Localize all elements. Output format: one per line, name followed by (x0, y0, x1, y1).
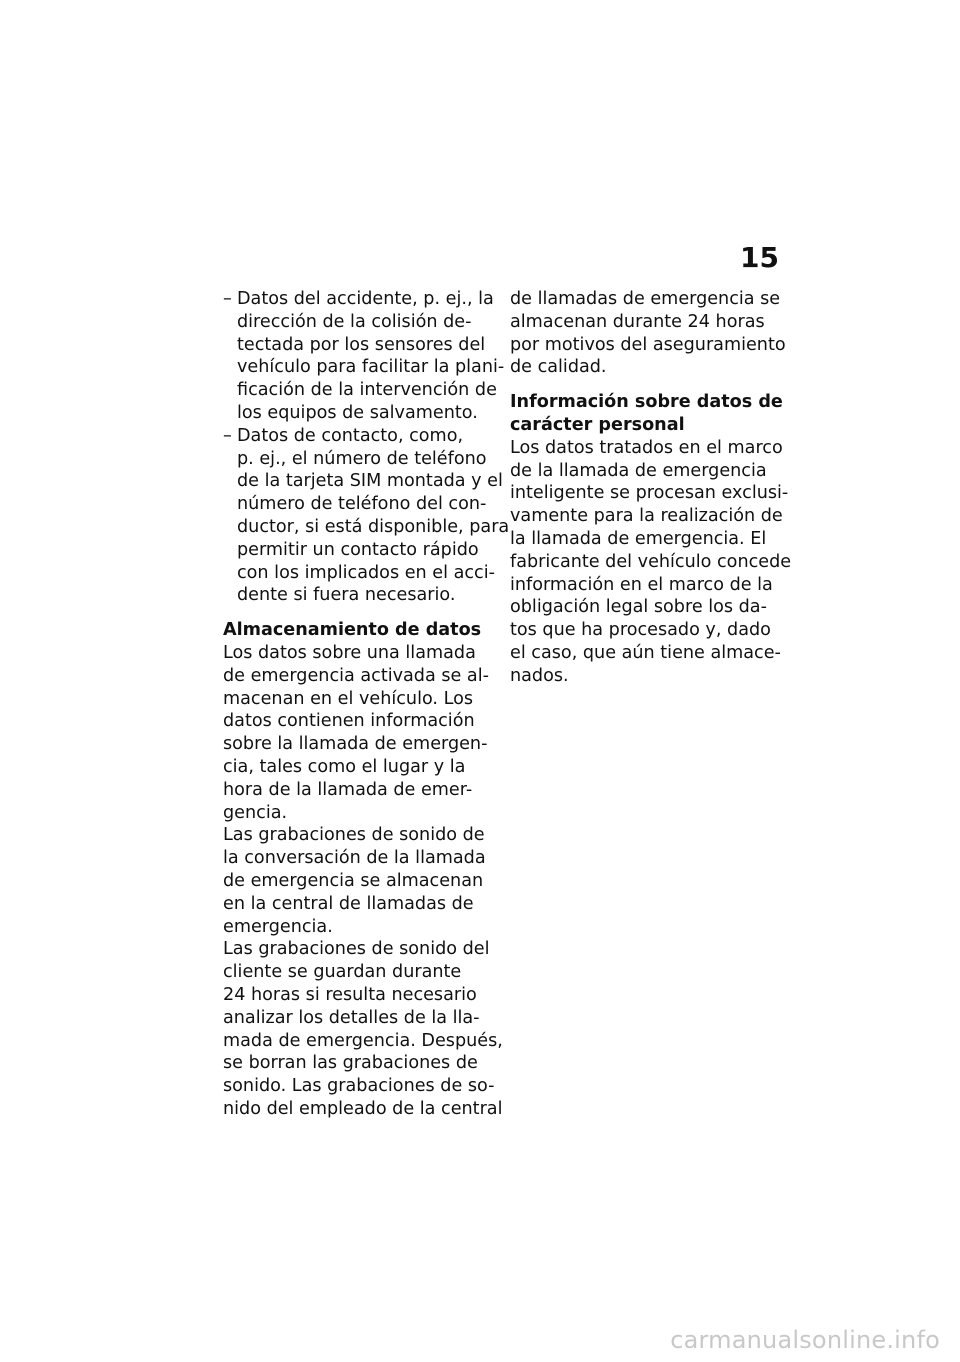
text-line: hora de la llamada de emer- (223, 779, 473, 800)
text-line: información en el marco de la (510, 574, 773, 595)
text-line: la conversación de la llamada (223, 848, 486, 869)
text-line: 24 horas si resulta necesario (223, 984, 477, 1005)
bullet-line: – Datos del accidente, p. ej., la (223, 289, 494, 309)
text-line: sobre la llamada de emergen- (223, 734, 488, 755)
paragraph-continuation (510, 288, 786, 379)
bullet-line: con los implicados en el acci- (237, 562, 495, 583)
text-line: de la llamada de emergencia (510, 460, 767, 481)
text-line: analizar los detalles de la lla- (223, 1007, 480, 1028)
bullet-line: ductor, si está disponible, para (237, 516, 510, 537)
text-line: macenan en el vehículo. Los (223, 688, 474, 709)
text-line: fabricante del vehículo concede (510, 551, 792, 572)
bullet-line: tectada por los sensores del (237, 334, 486, 355)
heading-line: Información sobre datos de (510, 392, 783, 413)
bullet-line: – Datos de contacto, como, (223, 425, 464, 446)
text-line: nados. (510, 665, 569, 686)
bullet-line: número de teléfono del con- (237, 494, 487, 515)
section-heading-data-storage: Almacenamiento de datos (223, 620, 482, 641)
text-line: la llamada de emergencia. El (510, 528, 767, 549)
paragraph-recordings-customer (223, 938, 503, 1120)
text-line: Los datos tratados en el marco (510, 437, 783, 458)
text-line: emergencia. (223, 916, 333, 937)
text-line: cia, tales como el lugar y la (223, 756, 466, 777)
text-line: Las grabaciones de sonido del (223, 939, 490, 960)
text-line: gencia. (223, 802, 288, 823)
bullet-line: p. ej., el número de teléfono (237, 448, 487, 469)
text-line: mada de emergencia. Después, (223, 1030, 503, 1051)
left-column (223, 288, 510, 1121)
text-line: Los datos sobre una llamada (223, 642, 476, 663)
text-line: inteligente se procesan exclusi- (510, 483, 789, 504)
bullet-line: de la tarjeta SIM montada y el (237, 471, 503, 492)
dash-marker: – (223, 425, 232, 446)
text-line: de llamadas de emergencia se (510, 289, 781, 309)
text-line: de emergencia se almacenan (223, 870, 484, 891)
bullet-item-contact-data (223, 425, 510, 607)
text-line: vamente para la realización de (510, 506, 783, 527)
text-line: de calidad. (510, 357, 607, 378)
text-line: obligación legal sobre los da- (510, 597, 767, 618)
heading-line: carácter personal (510, 414, 685, 435)
page-number: 15 (740, 241, 779, 274)
bullet-line: dente si fuera necesario. (237, 585, 456, 606)
paragraph-storage-vehicle (223, 642, 491, 824)
text-line: datos contienen información (223, 711, 475, 732)
paragraph-recordings-conversation (223, 824, 491, 938)
text-line: sonido. Las grabaciones de so- (223, 1076, 495, 1097)
text-line: de emergencia activada se al- (223, 665, 489, 686)
text-line: cliente se guardan durante (223, 962, 462, 983)
text-line: por motivos del aseguramiento (510, 334, 786, 355)
bullet-line: los equipos de salvamento. (237, 402, 478, 423)
paragraph-personal-data (510, 437, 792, 688)
text-line: almacenan durante 24 horas (510, 311, 765, 332)
text-line: Las grabaciones de sonido de (223, 825, 485, 846)
bullet-item-accident-data (223, 288, 505, 425)
dash-marker: – (223, 289, 232, 309)
right-column (510, 288, 792, 688)
text-line: nido del empleado de la central (223, 1098, 503, 1119)
section-heading-personal-data (510, 391, 783, 437)
text-line: en la central de llamadas de (223, 893, 474, 914)
watermark: carmanualsonline.info (670, 1326, 940, 1354)
text-line: se borran las grabaciones de (223, 1053, 478, 1074)
text-line: el caso, que aún tiene almace- (510, 642, 781, 663)
bullet-list (223, 288, 510, 607)
text-line: tos que ha procesado y, dado (510, 620, 771, 641)
bullet-line: vehículo para facilitar la plani- (237, 357, 505, 378)
bullet-line: dirección de la colisión de- (237, 311, 472, 332)
bullet-line: ficación de la intervención de (237, 380, 497, 401)
bullet-line: permitir un contacto rápido (237, 539, 479, 560)
